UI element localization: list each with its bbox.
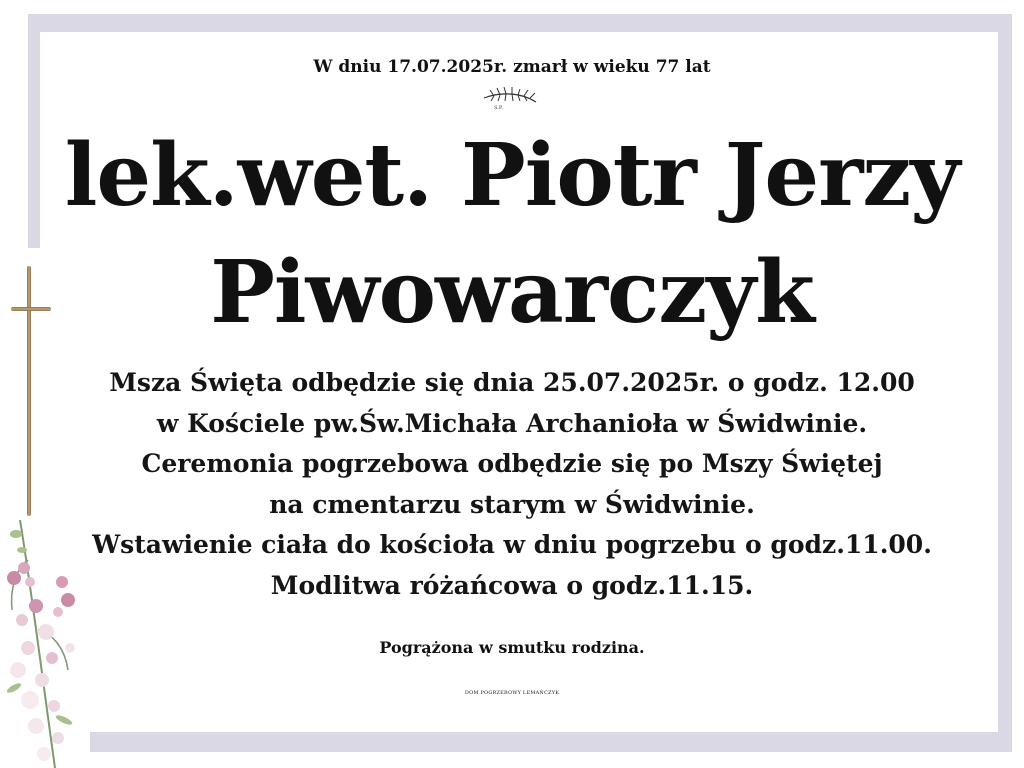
detail-line: Wstawienie ciała do kościoła w dniu pogrzebu o godz.11.00.: [92, 530, 932, 559]
palm-branch-icon: [480, 86, 540, 110]
deceased-name-line-2: Piwowarczyk: [210, 242, 814, 343]
detail-line: na cmentarzu starym w Świdwinie.: [269, 489, 755, 519]
ceremony-details: [0, 363, 1024, 606]
detail-line: Ceremonia pogrzebowa odbędzie się po Mszy Świętej: [141, 449, 883, 478]
emblem-letters: S.P.: [494, 105, 503, 110]
funeral-home-credit: DOM POGRZEBOWY LEMAŃCZYK: [464, 690, 560, 696]
deceased-name-line-1: lek.wet. Piotr Jerzy: [64, 125, 960, 226]
detail-line: Msza Święta odbędzie się dnia 25.07.2025r. o godz. 12.00: [109, 368, 915, 397]
detail-line: w Kościele pw.Św.Michała Archanioła w Świdwinie.: [156, 408, 868, 438]
detail-line: Modlitwa różańcowa o godz.11.15.: [270, 570, 754, 600]
death-announcement-line: W dniu 17.07.2025r. zmarł w wieku 77 lat: [313, 57, 711, 77]
family-signature: Pogrążona w smutku rodzina.: [379, 638, 645, 657]
